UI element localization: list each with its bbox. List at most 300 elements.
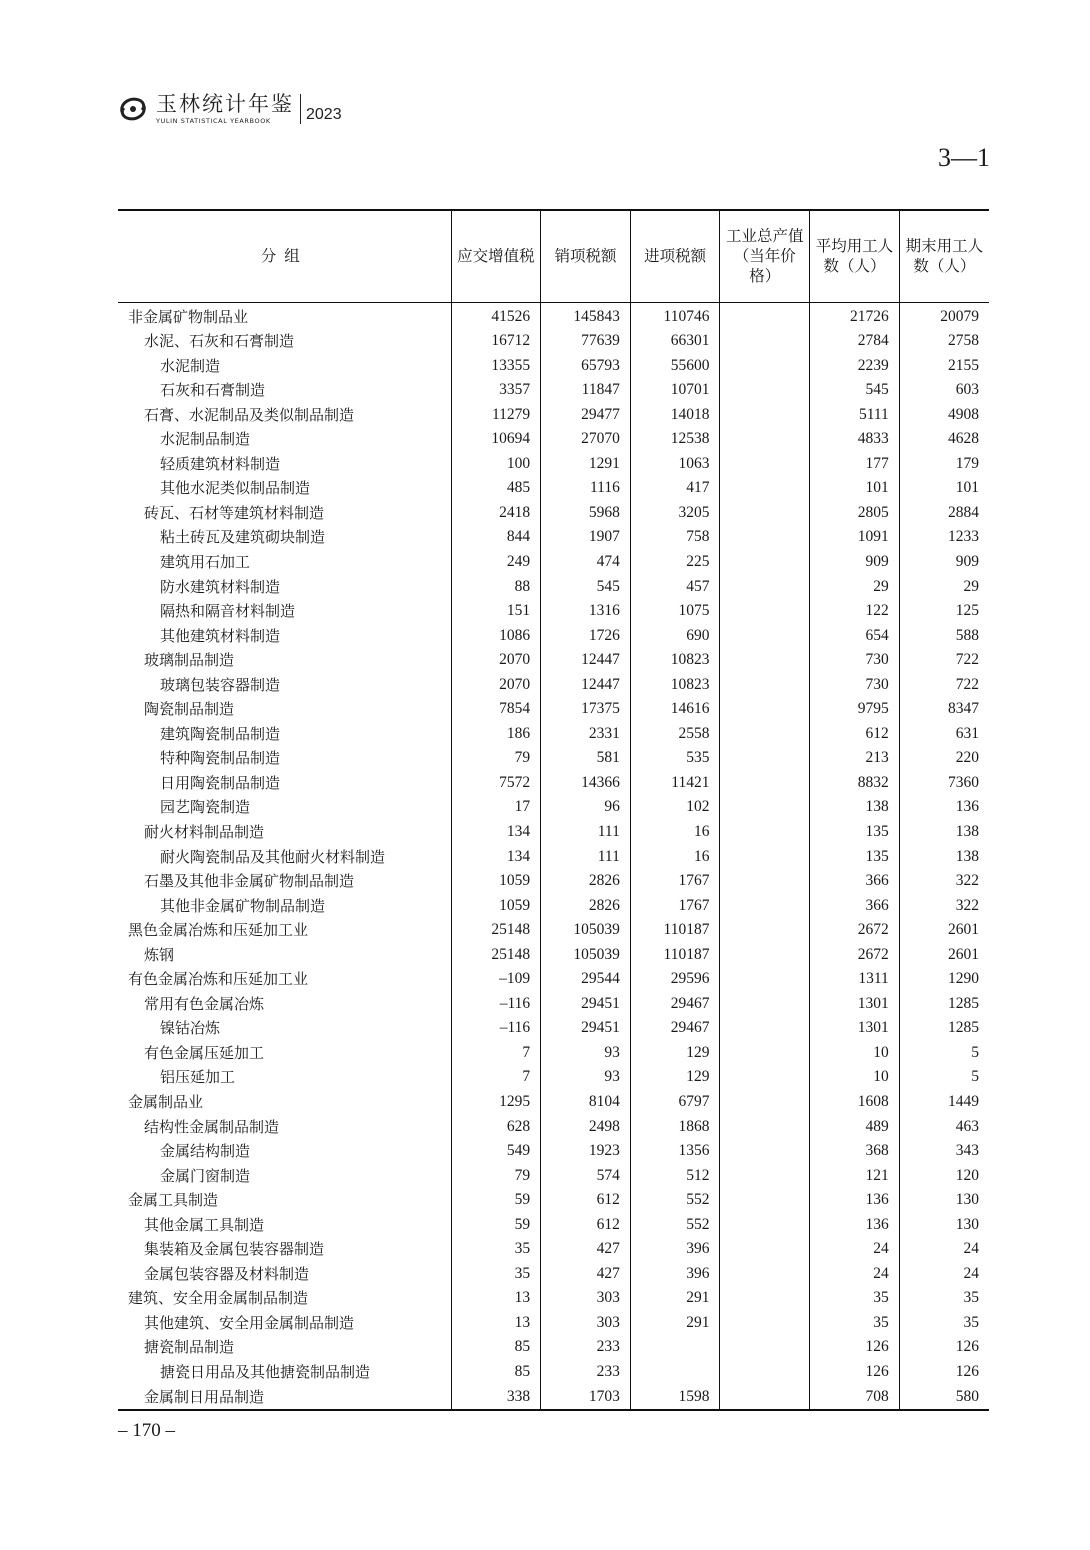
cell-end-employees: 2155 — [899, 354, 989, 379]
cell-avg-employees: 122 — [810, 599, 900, 624]
cell-output-tax: 8104 — [541, 1090, 631, 1115]
cell-input-tax: 129 — [630, 1041, 720, 1066]
cell-output-tax: 1116 — [541, 476, 631, 501]
column-header-vat-payable: 应交增值税 — [451, 210, 541, 302]
cell-input-tax: 1868 — [630, 1115, 720, 1140]
table-body — [118, 302, 989, 1410]
yearbook-title — [156, 91, 301, 125]
cell-end-employees: 322 — [899, 869, 989, 894]
row-group-name: 玻璃包装容器制造 — [160, 675, 281, 694]
cell-end-employees: 2758 — [899, 329, 989, 354]
table-row — [118, 501, 989, 526]
cell-output-tax: 1923 — [541, 1139, 631, 1164]
cell-output-tax: 29477 — [541, 403, 631, 428]
cell-vat-payable: 249 — [451, 550, 541, 575]
row-group-name: 搪瓷制品制造 — [144, 1338, 235, 1357]
cell-gross-output — [720, 378, 810, 403]
table-row — [118, 1311, 989, 1336]
cell-avg-employees: 5111 — [810, 403, 900, 428]
cell-output-tax: 105039 — [541, 943, 631, 968]
cell-vat-payable: 2418 — [451, 501, 541, 526]
cell-vat-payable: 35 — [451, 1237, 541, 1262]
table-row — [118, 1115, 989, 1140]
cell-input-tax: 417 — [630, 476, 720, 501]
cell-end-employees: 603 — [899, 378, 989, 403]
cell-avg-employees: 545 — [810, 378, 900, 403]
row-group-name: 日用陶瓷制品制造 — [160, 773, 281, 792]
row-group-name: 炼钢 — [144, 945, 175, 964]
cell-vat-payable: 628 — [451, 1115, 541, 1140]
cell-gross-output — [720, 1139, 810, 1164]
cell-avg-employees: 612 — [810, 722, 900, 747]
row-group-name: 其他金属工具制造 — [144, 1215, 265, 1234]
cell-gross-output — [720, 771, 810, 796]
cell-output-tax: 12447 — [541, 648, 631, 673]
cell-output-tax: 2331 — [541, 722, 631, 747]
cell-vat-payable: 549 — [451, 1139, 541, 1164]
cell-output-tax: 2498 — [541, 1115, 631, 1140]
cell-avg-employees: 126 — [810, 1335, 900, 1360]
cell-vat-payable: 17 — [451, 795, 541, 820]
row-group-name: 铝压延加工 — [160, 1068, 236, 1087]
cell-vat-payable: 151 — [451, 599, 541, 624]
row-group-name: 玻璃制品制造 — [144, 651, 235, 670]
cell-avg-employees: 35 — [810, 1286, 900, 1311]
cell-avg-employees: 24 — [810, 1262, 900, 1287]
cell-vat-payable: 10694 — [451, 427, 541, 452]
cell-gross-output — [720, 403, 810, 428]
cell-vat-payable: 7572 — [451, 771, 541, 796]
cell-output-tax: 303 — [541, 1286, 631, 1311]
row-group-name: 其他建筑、安全用金属制品制造 — [144, 1313, 355, 1332]
cell-avg-employees: 10 — [810, 1041, 900, 1066]
cell-gross-output — [720, 1065, 810, 1090]
cell-input-tax: 396 — [630, 1262, 720, 1287]
cell-input-tax: 6797 — [630, 1090, 720, 1115]
cell-avg-employees: 2672 — [810, 943, 900, 968]
yearbook-logo-icon — [116, 94, 150, 124]
cell-end-employees: 138 — [899, 820, 989, 845]
cell-input-tax: 758 — [630, 525, 720, 550]
cell-gross-output — [720, 354, 810, 379]
cell-gross-output — [720, 1016, 810, 1041]
page-header — [116, 84, 342, 124]
cell-vat-payable: 41526 — [451, 302, 541, 329]
cell-end-employees: 722 — [899, 648, 989, 673]
cell-end-employees: 1290 — [899, 967, 989, 992]
cell-gross-output — [720, 795, 810, 820]
cell-output-tax: 65793 — [541, 354, 631, 379]
row-group-name: 水泥制造 — [160, 356, 221, 375]
cell-vat-payable: 7 — [451, 1065, 541, 1090]
cell-avg-employees: 8832 — [810, 771, 900, 796]
cell-vat-payable: 79 — [451, 746, 541, 771]
cell-output-tax: 303 — [541, 1311, 631, 1336]
cell-avg-employees: 135 — [810, 845, 900, 870]
cell-vat-payable: 844 — [451, 525, 541, 550]
row-group-name: 隔热和隔音材料制造 — [160, 602, 296, 621]
cell-vat-payable: 85 — [451, 1360, 541, 1385]
cell-input-tax: 552 — [630, 1213, 720, 1238]
cell-output-tax: 5968 — [541, 501, 631, 526]
cell-vat-payable: –116 — [451, 992, 541, 1017]
cell-vat-payable: 85 — [451, 1335, 541, 1360]
cell-gross-output — [720, 967, 810, 992]
row-group-name: 粘土砖瓦及建筑砌块制造 — [160, 528, 326, 547]
cell-end-employees: 101 — [899, 476, 989, 501]
table-row — [118, 452, 989, 477]
cell-gross-output — [720, 1164, 810, 1189]
cell-output-tax: 93 — [541, 1041, 631, 1066]
cell-input-tax: 55600 — [630, 354, 720, 379]
cell-end-employees: 909 — [899, 550, 989, 575]
cell-avg-employees: 1301 — [810, 1016, 900, 1041]
row-group-name: 其他非金属矿物制品制造 — [160, 896, 326, 915]
cell-vat-payable: 1295 — [451, 1090, 541, 1115]
cell-avg-employees: 1608 — [810, 1090, 900, 1115]
cell-output-tax: 12447 — [541, 673, 631, 698]
cell-end-employees: 2601 — [899, 918, 989, 943]
cell-gross-output — [720, 1311, 810, 1336]
table-row — [118, 1188, 989, 1213]
table-row — [118, 697, 989, 722]
cell-end-employees: 24 — [899, 1237, 989, 1262]
cell-gross-output — [720, 575, 810, 600]
cell-input-tax: 29467 — [630, 1016, 720, 1041]
cell-vat-payable: 1086 — [451, 624, 541, 649]
cell-vat-payable: 11279 — [451, 403, 541, 428]
cell-vat-payable: 59 — [451, 1213, 541, 1238]
yearbook-year: 2023 — [306, 106, 342, 123]
cell-input-tax: 29596 — [630, 967, 720, 992]
cell-input-tax: 396 — [630, 1237, 720, 1262]
row-group-name: 防水建筑材料制造 — [160, 577, 281, 596]
cell-vat-payable: 16712 — [451, 329, 541, 354]
cell-end-employees: 29 — [899, 575, 989, 600]
table-row — [118, 1016, 989, 1041]
row-group-name: 结构性金属制品制造 — [144, 1117, 280, 1136]
cell-input-tax: 1075 — [630, 599, 720, 624]
yearbook-title-en: YULIN STATISTICAL YEARBOOK — [156, 116, 271, 125]
cell-output-tax: 1726 — [541, 624, 631, 649]
cell-vat-payable: 35 — [451, 1262, 541, 1287]
table-row — [118, 1213, 989, 1238]
cell-avg-employees: 2805 — [810, 501, 900, 526]
cell-input-tax: 1598 — [630, 1385, 720, 1411]
table-row — [118, 624, 989, 649]
cell-output-tax: 427 — [541, 1262, 631, 1287]
cell-gross-output — [720, 1041, 810, 1066]
row-group-name: 石灰和石膏制造 — [160, 381, 266, 400]
cell-end-employees: 126 — [899, 1335, 989, 1360]
table-row — [118, 329, 989, 354]
cell-avg-employees: 909 — [810, 550, 900, 575]
cell-vat-payable: 25148 — [451, 918, 541, 943]
cell-output-tax: 29451 — [541, 1016, 631, 1041]
statistics-table-container — [118, 209, 989, 1411]
cell-input-tax: 16 — [630, 845, 720, 870]
column-header-avg-employees: 平均用工人数（人） — [810, 210, 900, 302]
cell-input-tax: 2558 — [630, 722, 720, 747]
cell-input-tax: 102 — [630, 795, 720, 820]
row-group-name: 其他水泥类似制品制造 — [160, 479, 311, 498]
cell-vat-payable: 186 — [451, 722, 541, 747]
cell-end-employees: 580 — [899, 1385, 989, 1411]
cell-output-tax: 29544 — [541, 967, 631, 992]
cell-vat-payable: 59 — [451, 1188, 541, 1213]
cell-output-tax: 427 — [541, 1237, 631, 1262]
cell-gross-output — [720, 1115, 810, 1140]
cell-vat-payable: 100 — [451, 452, 541, 477]
cell-output-tax: 77639 — [541, 329, 631, 354]
cell-input-tax: 29467 — [630, 992, 720, 1017]
table-row — [118, 992, 989, 1017]
cell-end-employees: 136 — [899, 795, 989, 820]
cell-gross-output — [720, 1262, 810, 1287]
cell-vat-payable: 7 — [451, 1041, 541, 1066]
cell-input-tax: 110187 — [630, 943, 720, 968]
cell-output-tax: 2826 — [541, 869, 631, 894]
cell-avg-employees: 24 — [810, 1237, 900, 1262]
cell-input-tax: 14018 — [630, 403, 720, 428]
cell-input-tax — [630, 1335, 720, 1360]
cell-end-employees: 5 — [899, 1065, 989, 1090]
cell-output-tax: 145843 — [541, 302, 631, 329]
statistics-table — [118, 209, 989, 1411]
cell-avg-employees: 4833 — [810, 427, 900, 452]
cell-end-employees: 125 — [899, 599, 989, 624]
cell-vat-payable: 88 — [451, 575, 541, 600]
cell-end-employees: 2884 — [899, 501, 989, 526]
cell-gross-output — [720, 869, 810, 894]
cell-output-tax: 233 — [541, 1360, 631, 1385]
cell-output-tax: 105039 — [541, 918, 631, 943]
cell-vat-payable: 13 — [451, 1311, 541, 1336]
cell-avg-employees: 2784 — [810, 329, 900, 354]
cell-gross-output — [720, 452, 810, 477]
table-row — [118, 1237, 989, 1262]
cell-gross-output — [720, 894, 810, 919]
cell-gross-output — [720, 722, 810, 747]
cell-vat-payable: 134 — [451, 820, 541, 845]
cell-input-tax: 66301 — [630, 329, 720, 354]
cell-output-tax: 14366 — [541, 771, 631, 796]
cell-gross-output — [720, 992, 810, 1017]
cell-input-tax: 535 — [630, 746, 720, 771]
cell-input-tax: 110746 — [630, 302, 720, 329]
cell-end-employees: 138 — [899, 845, 989, 870]
cell-gross-output — [720, 820, 810, 845]
row-group-name: 砖瓦、石材等建筑材料制造 — [144, 503, 325, 522]
cell-avg-employees: 138 — [810, 795, 900, 820]
cell-output-tax: 11847 — [541, 378, 631, 403]
cell-output-tax: 93 — [541, 1065, 631, 1090]
table-row — [118, 525, 989, 550]
cell-output-tax: 29451 — [541, 992, 631, 1017]
table-row — [118, 1041, 989, 1066]
cell-gross-output — [720, 1090, 810, 1115]
row-group-name: 有色金属冶炼和压延加工业 — [128, 970, 309, 989]
cell-vat-payable: 3357 — [451, 378, 541, 403]
cell-vat-payable: 25148 — [451, 943, 541, 968]
cell-avg-employees: 29 — [810, 575, 900, 600]
cell-avg-employees: 136 — [810, 1213, 900, 1238]
cell-gross-output — [720, 697, 810, 722]
cell-gross-output — [720, 550, 810, 575]
cell-gross-output — [720, 673, 810, 698]
row-group-name: 金属制品业 — [128, 1093, 204, 1111]
row-group-name: 耐火材料制品制造 — [144, 822, 265, 841]
cell-end-employees: 130 — [899, 1188, 989, 1213]
page-number: – 170 – — [118, 1420, 175, 1441]
row-group-name: 其他建筑材料制造 — [160, 626, 281, 645]
cell-avg-employees: 489 — [810, 1115, 900, 1140]
row-group-name: 陶瓷制品制造 — [144, 700, 235, 719]
cell-avg-employees: 213 — [810, 746, 900, 771]
row-group-name: 石墨及其他非金属矿物制品制造 — [144, 872, 355, 891]
table-row — [118, 550, 989, 575]
cell-gross-output — [720, 427, 810, 452]
cell-gross-output — [720, 501, 810, 526]
cell-end-employees: 7360 — [899, 771, 989, 796]
cell-end-employees: 1233 — [899, 525, 989, 550]
cell-output-tax: 474 — [541, 550, 631, 575]
cell-end-employees: 179 — [899, 452, 989, 477]
row-group-name: 金属门窗制造 — [160, 1166, 251, 1185]
column-header-gross-output: 工业总产值（当年价格） — [720, 210, 810, 302]
cell-avg-employees: 177 — [810, 452, 900, 477]
cell-end-employees: 1449 — [899, 1090, 989, 1115]
cell-end-employees: 5 — [899, 1041, 989, 1066]
table-row — [118, 1335, 989, 1360]
row-group-name: 常用有色金属冶炼 — [144, 994, 265, 1013]
cell-gross-output — [720, 302, 810, 329]
row-group-name: 黑色金属冶炼和压延加工业 — [128, 921, 309, 940]
cell-vat-payable: 7854 — [451, 697, 541, 722]
cell-avg-employees: 708 — [810, 1385, 900, 1411]
table-row — [118, 1065, 989, 1090]
row-group-name: 有色金属压延加工 — [144, 1043, 265, 1062]
cell-output-tax: 17375 — [541, 697, 631, 722]
cell-end-employees: 35 — [899, 1286, 989, 1311]
cell-gross-output — [720, 1237, 810, 1262]
cell-avg-employees: 126 — [810, 1360, 900, 1385]
table-row — [118, 673, 989, 698]
cell-end-employees: 588 — [899, 624, 989, 649]
cell-end-employees: 120 — [899, 1164, 989, 1189]
table-row — [118, 1164, 989, 1189]
cell-gross-output — [720, 746, 810, 771]
cell-avg-employees: 135 — [810, 820, 900, 845]
cell-gross-output — [720, 1360, 810, 1385]
yearbook-title-cn: 玉林统计年鉴 — [156, 91, 294, 116]
cell-vat-payable: 1059 — [451, 894, 541, 919]
cell-gross-output — [720, 599, 810, 624]
cell-gross-output — [720, 476, 810, 501]
row-group-name: 金属工具制造 — [128, 1191, 219, 1210]
table-row — [118, 599, 989, 624]
cell-end-employees: 20079 — [899, 302, 989, 329]
row-group-name: 建筑、安全用金属制品制造 — [128, 1289, 309, 1308]
cell-gross-output — [720, 1213, 810, 1238]
cell-vat-payable: 134 — [451, 845, 541, 870]
cell-input-tax: 10701 — [630, 378, 720, 403]
cell-end-employees: 130 — [899, 1213, 989, 1238]
cell-end-employees: 322 — [899, 894, 989, 919]
cell-input-tax: 14616 — [630, 697, 720, 722]
cell-end-employees: 463 — [899, 1115, 989, 1140]
cell-output-tax: 612 — [541, 1213, 631, 1238]
cell-gross-output — [720, 1335, 810, 1360]
cell-output-tax: 111 — [541, 845, 631, 870]
table-row — [118, 771, 989, 796]
row-group-name: 搪瓷日用品及其他搪瓷制品制造 — [160, 1363, 371, 1382]
table-row — [118, 354, 989, 379]
cell-end-employees: 1285 — [899, 992, 989, 1017]
cell-vat-payable: –116 — [451, 1016, 541, 1041]
cell-vat-payable: 2070 — [451, 673, 541, 698]
cell-gross-output — [720, 1188, 810, 1213]
cell-avg-employees: 368 — [810, 1139, 900, 1164]
table-row — [118, 476, 989, 501]
table-row — [118, 869, 989, 894]
row-group-name: 建筑用石加工 — [160, 552, 251, 571]
table-row — [118, 1139, 989, 1164]
row-group-name: 金属制日用品制造 — [118, 1385, 451, 1411]
cell-input-tax: 552 — [630, 1188, 720, 1213]
table-row — [118, 1385, 989, 1411]
cell-end-employees: 24 — [899, 1262, 989, 1287]
cell-vat-payable: 79 — [451, 1164, 541, 1189]
cell-avg-employees: 366 — [810, 894, 900, 919]
cell-input-tax: 129 — [630, 1065, 720, 1090]
cell-output-tax: 96 — [541, 795, 631, 820]
cell-output-tax: 1907 — [541, 525, 631, 550]
column-header-output-tax: 销项税额 — [541, 210, 631, 302]
cell-vat-payable: –109 — [451, 967, 541, 992]
table-row — [118, 894, 989, 919]
cell-vat-payable: 13 — [451, 1286, 541, 1311]
cell-output-tax: 581 — [541, 746, 631, 771]
cell-end-employees: 126 — [899, 1360, 989, 1385]
table-row — [118, 845, 989, 870]
row-group-name: 水泥制品制造 — [160, 430, 251, 449]
table-row — [118, 746, 989, 771]
cell-input-tax: 291 — [630, 1286, 720, 1311]
cell-input-tax: 457 — [630, 575, 720, 600]
cell-avg-employees: 730 — [810, 648, 900, 673]
table-row — [118, 722, 989, 747]
row-group-name: 轻质建筑材料制造 — [160, 454, 281, 473]
cell-gross-output — [720, 329, 810, 354]
table-row — [118, 918, 989, 943]
cell-gross-output — [720, 624, 810, 649]
cell-output-tax: 545 — [541, 575, 631, 600]
column-header-end-employees: 期末用工人数（人） — [899, 210, 989, 302]
table-row — [118, 648, 989, 673]
row-group-name: 非金属矿物制品业 — [128, 307, 249, 326]
column-header-input-tax: 进项税额 — [630, 210, 720, 302]
row-group-name: 集装箱及金属包装容器制造 — [144, 1240, 325, 1259]
table-row — [118, 427, 989, 452]
table-row — [118, 1090, 989, 1115]
cell-end-employees: 220 — [899, 746, 989, 771]
cell-avg-employees: 2672 — [810, 918, 900, 943]
cell-avg-employees: 366 — [810, 869, 900, 894]
cell-avg-employees: 9795 — [810, 697, 900, 722]
table-row — [118, 1286, 989, 1311]
cell-input-tax: 512 — [630, 1164, 720, 1189]
